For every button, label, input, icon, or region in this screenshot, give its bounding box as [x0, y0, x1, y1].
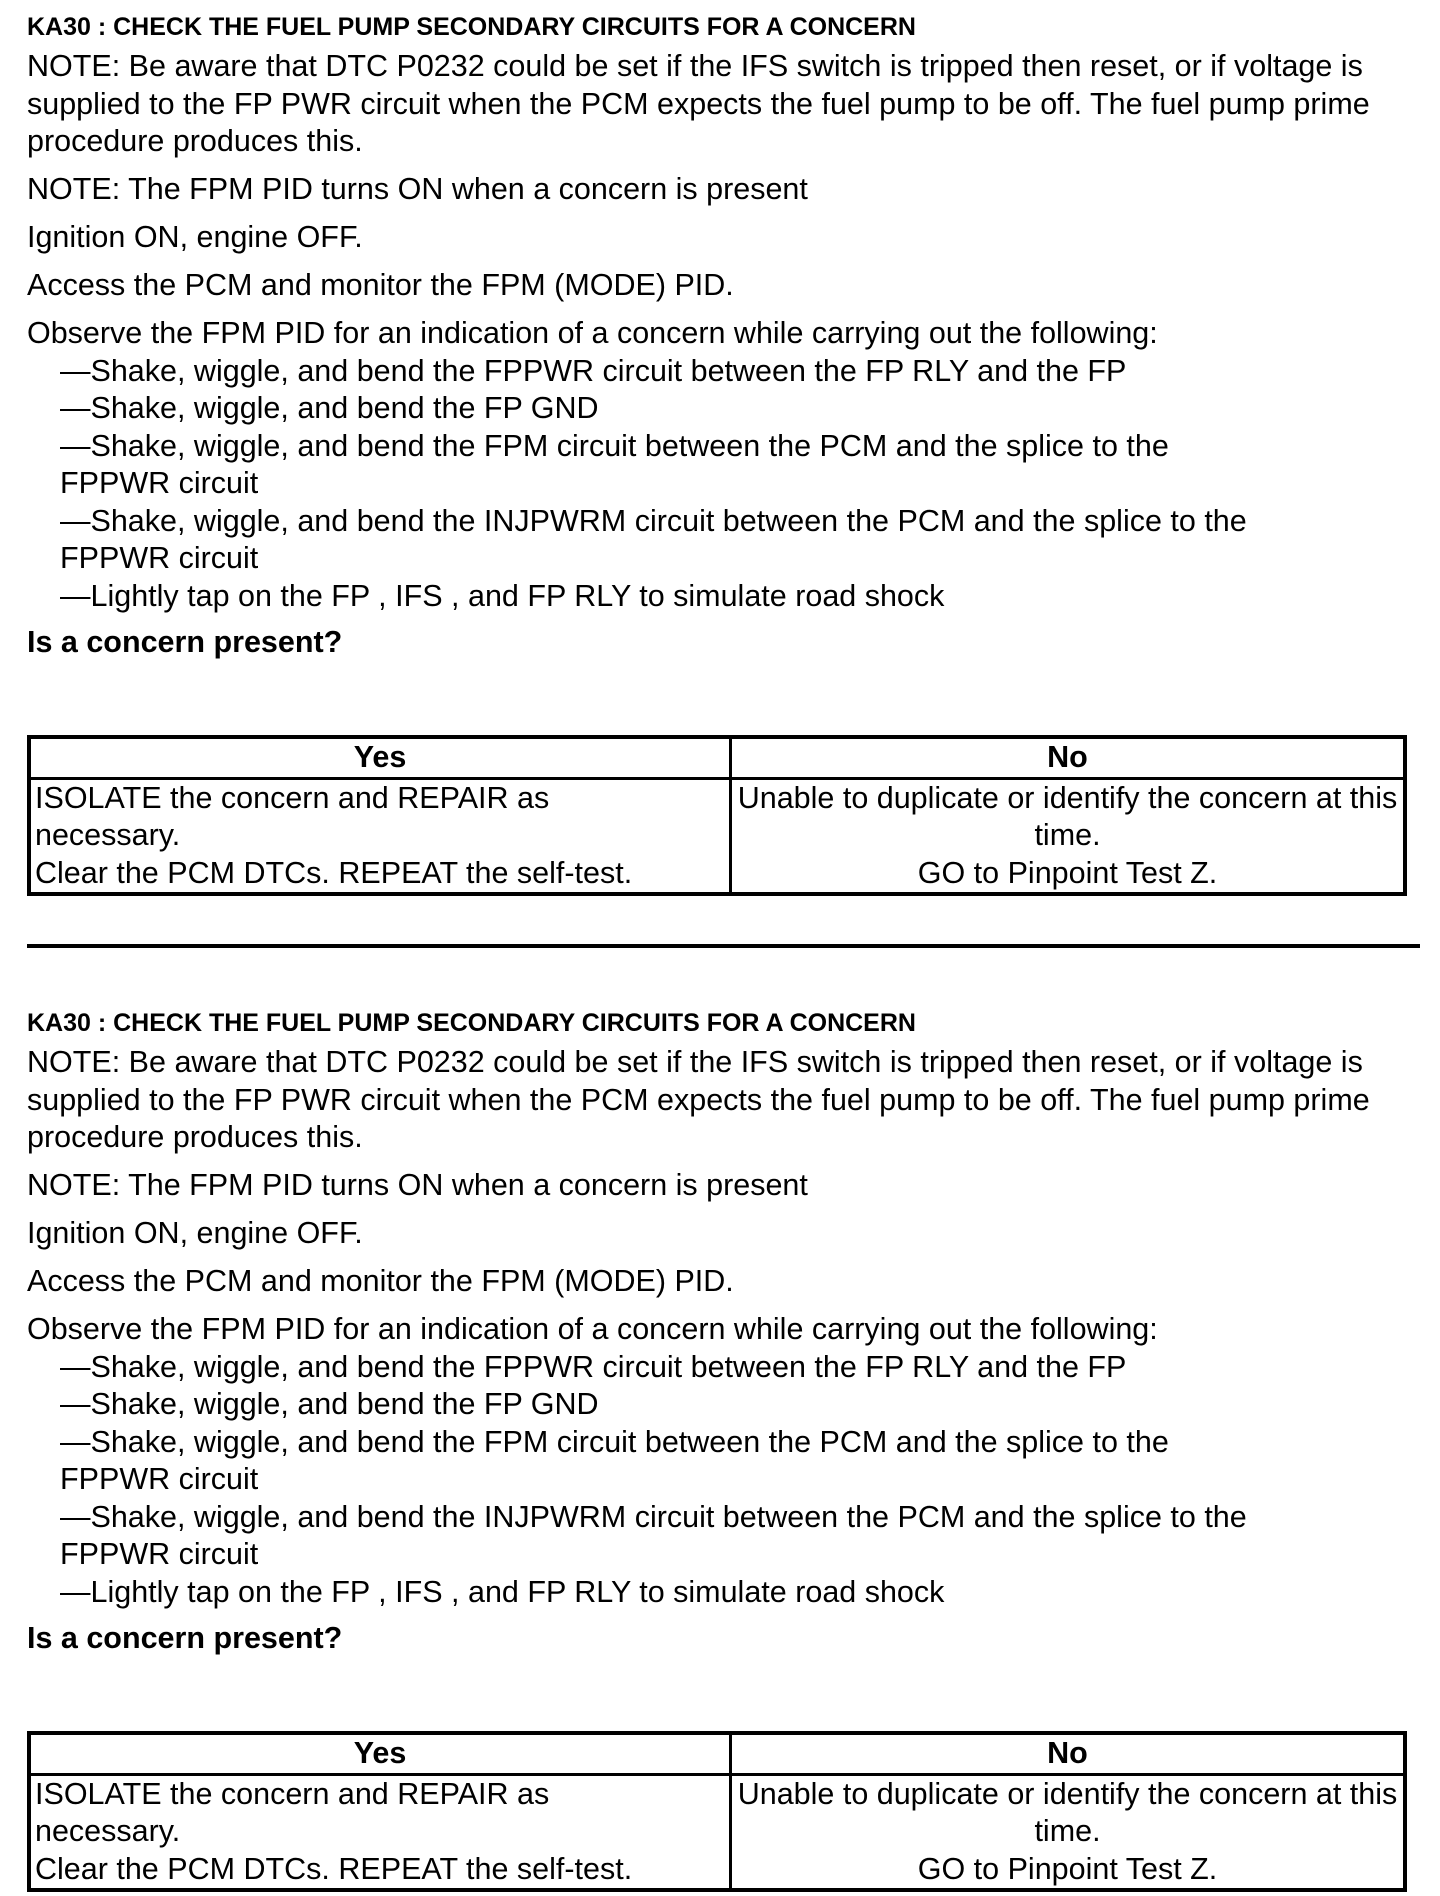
result-table [27, 735, 1407, 896]
no-action-line: Unable to duplicate or identify the concern at this time. [737, 780, 1398, 852]
instruction-access-pcm: Access the PCM and monitor the FPM (MODE) PID. [27, 1264, 734, 1298]
instruction-ignition: Ignition ON, engine OFF. [27, 220, 363, 254]
step-heading: KA30 : CHECK THE FUEL PUMP SECONDARY CIRCUITS FOR A CONCERN [27, 1009, 916, 1037]
procedure-steps [60, 353, 1412, 616]
question-concern-present: Is a concern present? [27, 1621, 343, 1655]
yes-action-line: ISOLATE the concern and REPAIR as necessary. [35, 1776, 550, 1848]
no-header: No [731, 1733, 1406, 1774]
question-concern-present: Is a concern present? [27, 625, 343, 659]
yes-header: Yes [29, 737, 731, 778]
test-step-section-2 [27, 1008, 1412, 1886]
no-action-line: GO to Pinpoint Test Z. [917, 855, 1218, 890]
yes-action-cell [29, 1774, 731, 1890]
note-dtc-p0232: NOTE: Be aware that DTC P0232 could be set if the IFS switch is tripped then reset, or if voltage is supplied to the FP PWR circuit when the PCM expects the fuel pump to be off. The fuel pump prime procedure produces this. [27, 49, 1370, 158]
procedure-step: —Shake, wiggle, and bend the FPM circuit between the PCM and the splice to the FPPWR circuit [60, 1424, 1169, 1496]
procedure-step: —Shake, wiggle, and bend the FP GND [60, 391, 599, 425]
no-action-line: Unable to duplicate or identify the concern at this time. [737, 1776, 1398, 1848]
no-action-line: GO to Pinpoint Test Z. [917, 1851, 1218, 1886]
procedure-step: —Shake, wiggle, and bend the INJPWRM circuit between the PCM and the splice to the FPPWR circuit [60, 503, 1247, 575]
procedure-step: —Shake, wiggle, and bend the FP GND [60, 1387, 599, 1421]
procedure-step: —Shake, wiggle, and bend the FPM circuit between the PCM and the splice to the FPPWR circuit [60, 428, 1169, 500]
note-fpm-pid: NOTE: The FPM PID turns ON when a concern is present [27, 1168, 808, 1202]
no-action-cell [731, 778, 1406, 894]
instruction-observe: Observe the FPM PID for an indication of a concern while carrying out the following: [27, 1312, 1158, 1346]
procedure-step: —Shake, wiggle, and bend the INJPWRM circuit between the PCM and the splice to the FPPWR circuit [60, 1499, 1247, 1571]
step-heading: KA30 : CHECK THE FUEL PUMP SECONDARY CIRCUITS FOR A CONCERN [27, 13, 916, 41]
procedure-steps [60, 1349, 1412, 1612]
yes-action-line: Clear the PCM DTCs. REPEAT the self-test. [35, 855, 633, 890]
result-table [27, 1731, 1407, 1892]
yes-action-line: ISOLATE the concern and REPAIR as necessary. [35, 780, 550, 852]
note-fpm-pid: NOTE: The FPM PID turns ON when a concern is present [27, 172, 808, 206]
instruction-ignition: Ignition ON, engine OFF. [27, 1216, 363, 1250]
no-header: No [731, 737, 1406, 778]
note-dtc-p0232: NOTE: Be aware that DTC P0232 could be set if the IFS switch is tripped then reset, or if voltage is supplied to the FP PWR circuit when the PCM expects the fuel pump to be off. The fuel pump prime procedure produces this. [27, 1045, 1370, 1154]
instruction-access-pcm: Access the PCM and monitor the FPM (MODE) PID. [27, 268, 734, 302]
test-step-section-1 [27, 12, 1412, 890]
no-action-cell [731, 1774, 1406, 1890]
instruction-observe: Observe the FPM PID for an indication of a concern while carrying out the following: [27, 316, 1158, 350]
procedure-step: —Shake, wiggle, and bend the FPPWR circuit between the FP RLY and the FP [60, 1349, 1127, 1384]
yes-header: Yes [29, 1733, 731, 1774]
yes-action-line: Clear the PCM DTCs. REPEAT the self-test. [35, 1851, 633, 1886]
section-divider [27, 944, 1420, 948]
procedure-step: —Lightly tap on the FP , IFS , and FP RLY to simulate road shock [60, 578, 945, 613]
procedure-step: —Lightly tap on the FP , IFS , and FP RLY to simulate road shock [60, 1574, 945, 1609]
yes-action-cell [29, 778, 731, 894]
procedure-step: —Shake, wiggle, and bend the FPPWR circuit between the FP RLY and the FP [60, 353, 1127, 388]
